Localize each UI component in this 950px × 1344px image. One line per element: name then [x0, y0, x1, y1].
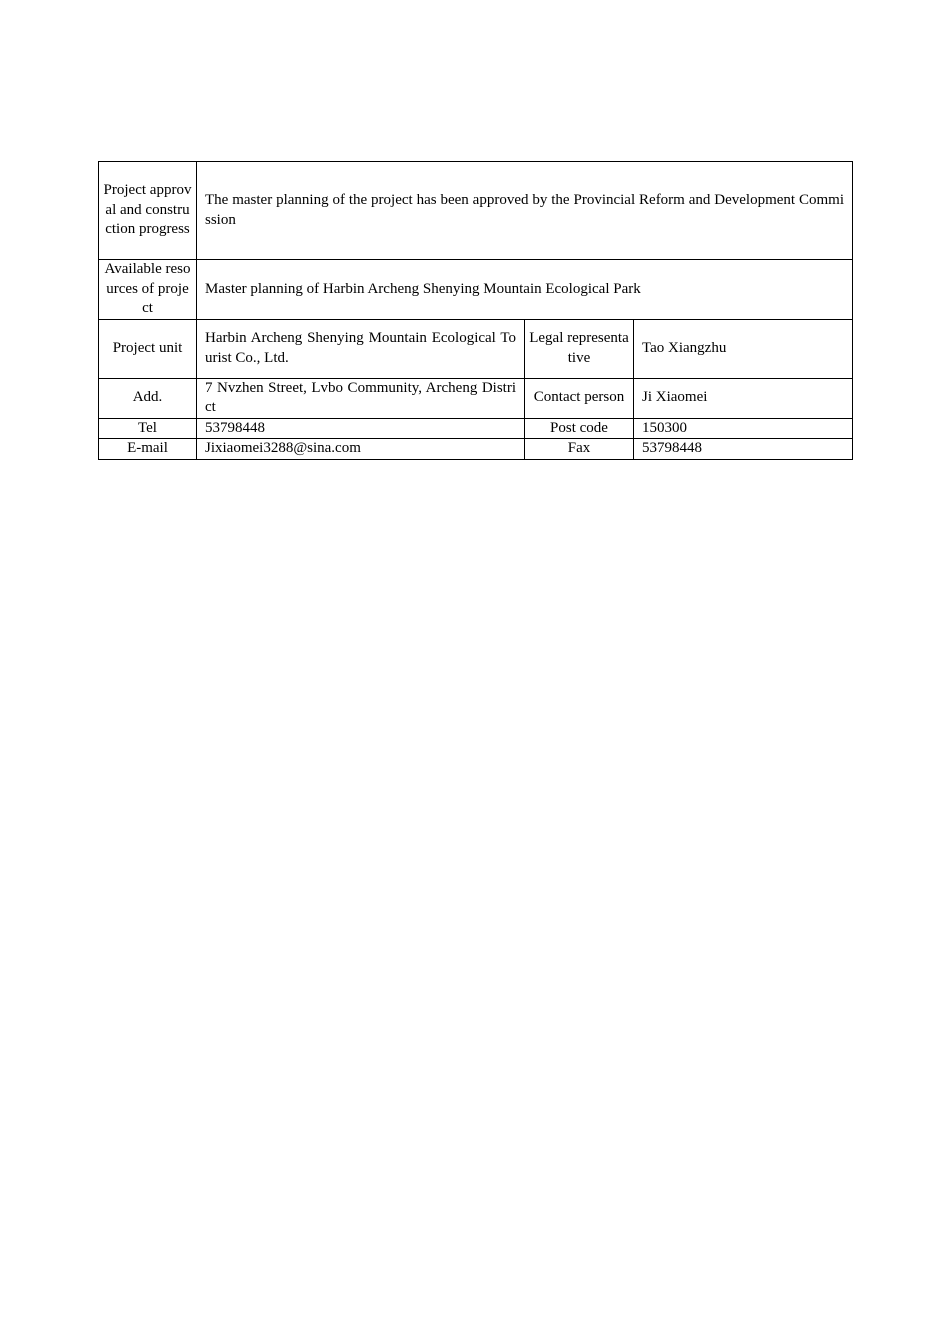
- contact-person-value: Ji Xiaomei: [634, 378, 853, 418]
- table-row-resources: [99, 260, 853, 320]
- tel-label: Tel: [99, 418, 197, 439]
- resources-value: Master planning of Harbin Archeng Shenying Mountain Ecological Park: [197, 260, 853, 320]
- fax-value: 53798448: [634, 439, 853, 460]
- table-row-unit: [99, 319, 853, 378]
- address-label: Add.: [99, 378, 197, 418]
- unit-label: Project unit: [99, 319, 197, 378]
- address-value: 7 Nvzhen Street, Lvbo Community, Archeng District: [197, 378, 525, 418]
- contact-person-label: Contact person: [525, 378, 634, 418]
- table-row-tel: [99, 418, 853, 439]
- approval-value: The master planning of the project has been approved by the Provincial Reform and Development Commission: [197, 162, 853, 260]
- post-code-value: 150300: [634, 418, 853, 439]
- table-row-approval: [99, 162, 853, 260]
- email-label: E-mail: [99, 439, 197, 460]
- table-row-address: [99, 378, 853, 418]
- legal-representative-value: Tao Xiangzhu: [634, 319, 853, 378]
- tel-value: 53798448: [197, 418, 525, 439]
- project-info-table: [98, 161, 853, 460]
- post-code-label: Post code: [525, 418, 634, 439]
- approval-label: Project approval and construction progress: [99, 162, 197, 260]
- legal-representative-label: Legal representative: [525, 319, 634, 378]
- table-row-email: [99, 439, 853, 460]
- unit-value: Harbin Archeng Shenying Mountain Ecological Tourist Co., Ltd.: [197, 319, 525, 378]
- resources-label: Available resources of project: [99, 260, 197, 320]
- email-value: Jixiaomei3288@sina.com: [197, 439, 525, 460]
- fax-label: Fax: [525, 439, 634, 460]
